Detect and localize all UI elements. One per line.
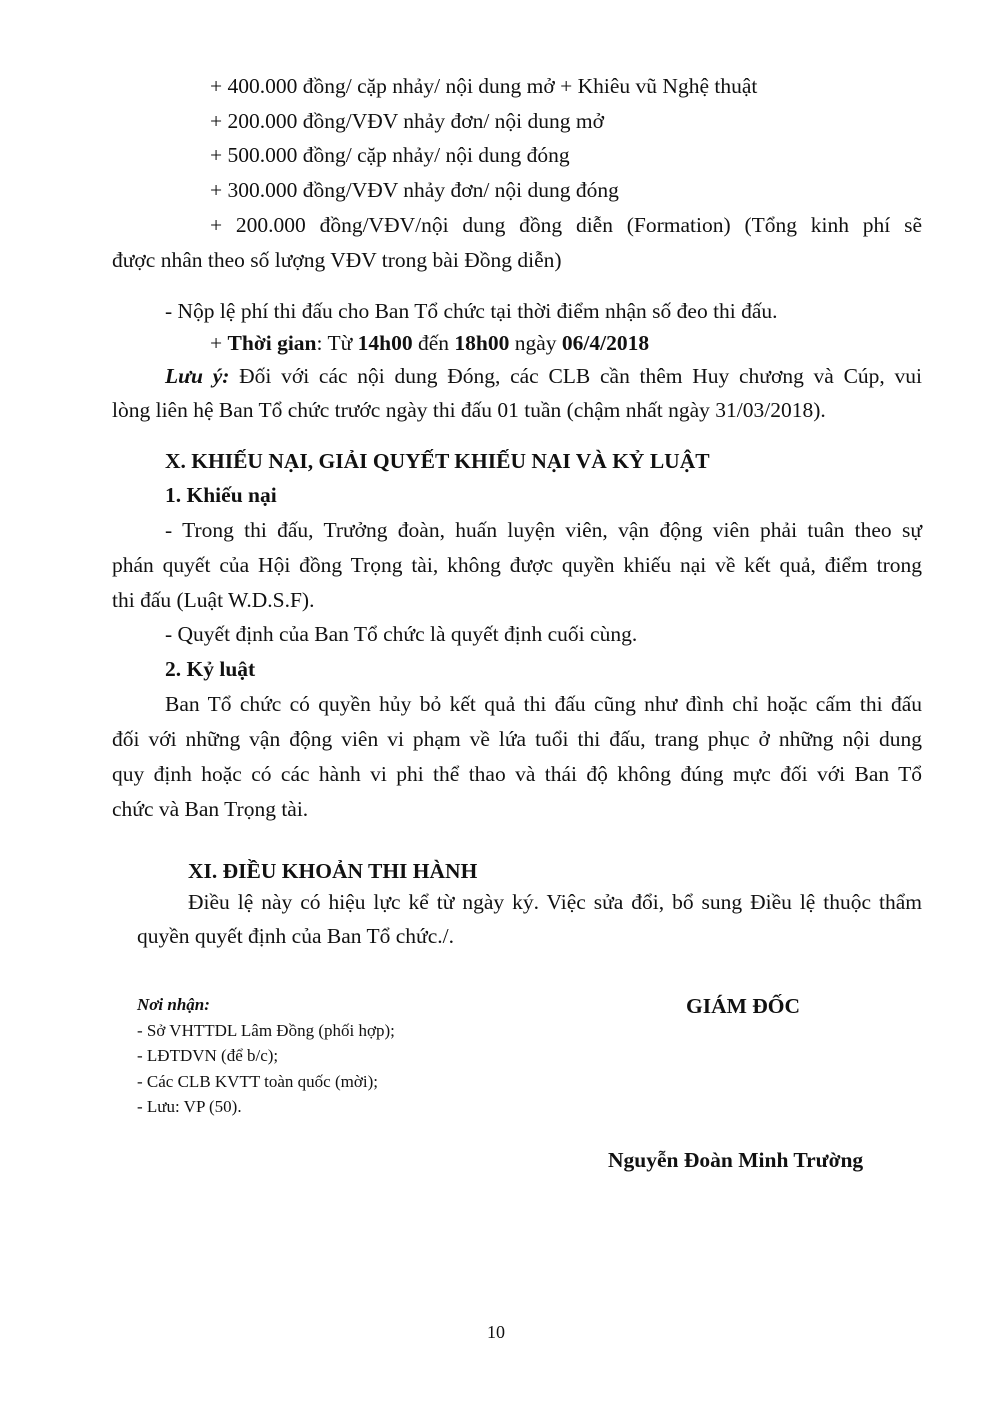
payment-time-end: 18h00 (454, 331, 510, 355)
recipient-item: - Sở VHTTDL Lâm Đồng (phối hợp); (137, 1020, 395, 1040)
payment-time-mid: đến (412, 331, 455, 355)
section-10-sub-discipline: 2. Kỷ luật (165, 657, 256, 681)
fee-line-closed-single: + 300.000 đồng/VĐV nhảy đơn/ nội dung đóng (210, 178, 619, 202)
note-text-a: Đối với các nội dung Đóng, các CLB cần thêm Huy chương và Cúp, vui (229, 364, 922, 388)
section-10-sub-complaint: 1. Khiếu nại (165, 483, 277, 507)
recipients-block (137, 992, 395, 1120)
fee-line-closed-pair: + 500.000 đồng/ cặp nhảy/ nội dung đóng (210, 143, 570, 167)
signature-title: GIÁM ĐỐC (686, 994, 801, 1018)
fee-line-open-single: + 200.000 đồng/VĐV nhảy đơn/ nội dung mở (210, 109, 604, 133)
payment-time-sep: : Từ (316, 331, 358, 355)
discipline-para-line-3: quy định hoặc có các hành vi phi thể thao và thái độ không đúng mực đối với Ban Tổ (112, 762, 922, 786)
complaint-para-line-3: thi đấu (Luật W.D.S.F). (112, 588, 315, 612)
payment-time (210, 329, 649, 357)
payment-time-label: Thời gian (227, 331, 317, 355)
recipient-item: - LĐTDVN (để b/c); (137, 1046, 279, 1065)
note-line-1 (165, 362, 922, 390)
section-10-heading: X. KHIẾU NẠI, GIẢI QUYẾT KHIẾU NẠI VÀ KỶ LUẬT (165, 449, 710, 473)
complaint-final-decision: - Quyết định của Ban Tổ chức là quyết định cuối cùng. (165, 622, 638, 646)
note-line-2: lòng liên hệ Ban Tổ chức trước ngày thi đấu 01 tuần (chậm nhất ngày 31/03/2018). (112, 398, 826, 422)
payment-time-start: 14h00 (357, 331, 413, 355)
page-number: 10 (487, 1322, 505, 1342)
recipient-item: - Các CLB KVTT toàn quốc (mời); (137, 1071, 378, 1091)
note-label: Lưu ý: (165, 364, 230, 388)
payment-instruction: - Nộp lệ phí thi đấu cho Ban Tổ chức tại thời điểm nhận số đeo thi đấu. (165, 299, 778, 323)
complaint-para-line-2: phán quyết của Hội đồng Trọng tài, không được quyền khiếu nại về kết quả, điểm trong (112, 553, 922, 577)
payment-time-date: 06/4/2018 (561, 331, 650, 355)
fee-line-formation-cont: được nhân theo số lượng VĐV trong bài Đồng diễn) (112, 248, 562, 272)
payment-time-prefix: + (210, 331, 228, 355)
fee-line-formation: + 200.000 đồng/VĐV/nội dung đồng diễn (Formation) (Tổng kinh phí sẽ (210, 213, 922, 237)
fee-line-open-pair: + 400.000 đồng/ cặp nhảy/ nội dung mở + Khiêu vũ Nghệ thuật (210, 74, 758, 98)
discipline-para-line-1: Ban Tổ chức có quyền hủy bỏ kết quả thi đấu cũng như đình chỉ hoặc cấm thi đấu (165, 692, 922, 716)
signature-name: Nguyễn Đoàn Minh Trường (608, 1148, 864, 1172)
discipline-para-line-4: chức và Ban Trọng tài. (112, 797, 309, 821)
complaint-para-line-1: - Trong thi đấu, Trưởng đoàn, huấn luyện viên, vận động viên phải tuân theo sự (165, 518, 922, 542)
recipient-item: - Lưu: VP (50). (137, 1097, 242, 1116)
enforcement-para-line-2: quyền quyết định của Ban Tổ chức./. (137, 924, 454, 948)
payment-time-day-word: ngày (509, 331, 562, 355)
recipients-title: Nơi nhận: (137, 995, 210, 1014)
section-11-heading: XI. ĐIỀU KHOẢN THI HÀNH (188, 859, 478, 883)
discipline-para-line-2: đối với những vận động viên vi phạm về lứa tuổi thi đấu, trang phục ở những nội dung (112, 727, 922, 751)
enforcement-para-line-1: Điều lệ này có hiệu lực kể từ ngày ký. Việc sửa đổi, bổ sung Điều lệ thuộc thẩm (188, 890, 922, 914)
